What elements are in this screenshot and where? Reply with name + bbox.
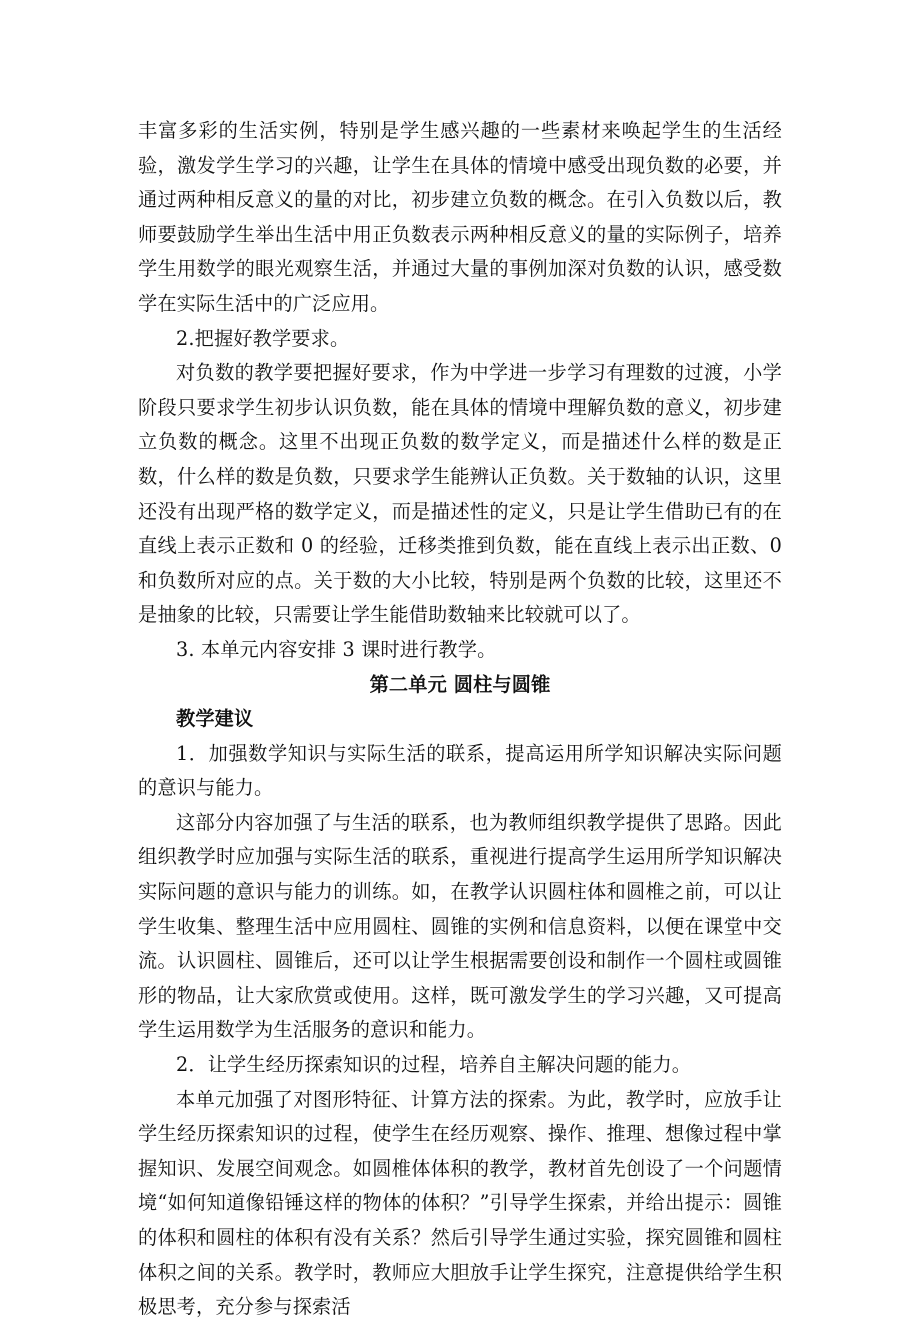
heading-item-2: 2.把握好教学要求。 (176, 326, 350, 350)
heading-item-3: 3. 本单元内容安排 3 课时进行教学。 (176, 637, 497, 661)
section-subtitle: 教学建议 (176, 707, 254, 731)
paragraph-life-connection: 这部分内容加强了与生活的联系，也为教师组织教学提供了思路。因此组织教学时应加强与实际生活的联系，重视进行提高学生运用所学知识解决实际问题的意识与能力的训练。如，在教学认识圆柱体和圆椎之前，可以让学生收集、整理生活中应用圆柱、圆锥的实例和信息资料，以便在课堂中交流。认识圆柱、圆锥后，还可以让学生根据需要创设和制作一个圆柱或圆锥形的物品，让大家欣赏或使用。这样，既可激发学生的学习兴趣，又可提高学生运用数学为生活服务的意识和能力。 (138, 810, 782, 1042)
suggestion-item-2: 2．让学生经历探索知识的过程，培养自主解决问题的能力。 (176, 1053, 692, 1077)
paragraph-teaching-requirements: 对负数的教学要把握好要求，作为中学进一步学习有理数的过渡，小学阶段只要求学生初步认识负数，能在具体的情境中理解负数的意义，初步建立负数的概念。这里不出现正负数的数学定义，而是描述什么样的数是正数，什么样的数是负数，只要求学生能辨认正负数。关于数轴的认识，这里还没有出现严格的数学定义，而是描述性的定义，只是让学生借助已有的在直线上表示正数和 0 的经验，迁移类推到负数，能在直线上表示出正数、0 和负数所对应的点。关于数的大小比较，特别是两个负数的比较，这里还不是抽象的比较，只需要让学生能借助数轴来比较就可以了。 (138, 361, 782, 627)
paragraph-exploration: 本单元加强了对图形特征、计算方法的探索。为此，教学时，应放手让学生经历探索知识的过程，使学生在经历观察、操作、推理、想像过程中掌握知识、发展空间观念。如圆椎体体积的教学，教材首先创设了一个问题情境“如何知道像铅锤这样的物体的体积？”引导学生探索，并给出提示：圆锥的体积和圆柱的体积有没有关系？然后引导学生通过实验，探究圆锥和圆柱体积之间的关系。教学时，教师应大胆放手让学生探究，注意提供给学生积极思考，充分参与探索活 (138, 1087, 782, 1319)
section-title: 第二单元 圆柱与圆锥 (369, 672, 551, 696)
suggestion-item-1: 1．加强数学知识与实际生活的联系，提高运用所学知识解决实际问题的意识与能力。 (138, 741, 782, 800)
paragraph-intro-continuation: 丰富多彩的生活实例，特别是学生感兴趣的一些素材来唤起学生的生活经验，激发学生学习的兴趣，让学生在具体的情境中感受出现负数的必要，并通过两种相反意义的量的对比，初步建立负数的概念。在引入负数以后，教师要鼓励学生举出生活中用正负数表示两种相反意义的量的实际例子，培养学生用数学的眼光观察生活，并通过大量的事例加深对负数的认识，感受数学在实际生活中的广泛应用。 (138, 119, 782, 315)
document-body (138, 114, 782, 1325)
